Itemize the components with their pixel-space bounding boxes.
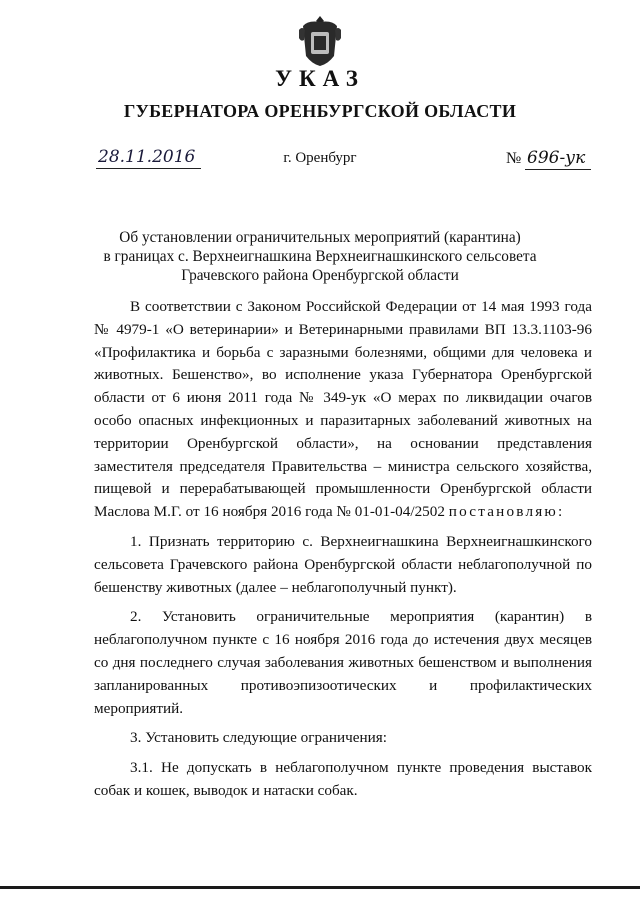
handwritten-number: 696-ук (525, 148, 591, 170)
decree-subject (80, 228, 560, 285)
item-2: 2. Установить ограничительные мероприятия (карантин) в неблагополучном пункте с 16 ноября 2016 года до истечения двух месяцев со дня последнего случая заболевания животных бешенством и выполнения запланированных противоэпизоотических и профилактических мероприятий. (94, 608, 592, 717)
subject-line: в границах с. Верхнеигнашкина Верхнеигнашкинского сельсовета (103, 248, 537, 265)
item-1: 1. Признать территорию с. Верхнеигнашкина Верхнеигнашкинского сельсовета Грачевского района Оренбургской области неблагополучной по бешенству животных (далее – неблагополучный пункт). (94, 532, 592, 596)
subject-line: Об установлении ограничительных мероприятий (карантина) (119, 229, 521, 246)
document-subtitle: ГУБЕРНАТОРА ОРЕНБУРГСКОЙ ОБЛАСТИ (123, 101, 517, 121)
handwritten-date: 28.11.2016 (96, 147, 201, 169)
subject-line: Грачевского района Оренбургской области (181, 267, 459, 284)
preamble-text: В соответствии с Законом Российской Федерации от 14 мая 1993 года № 4979-1 «О ветеринарии» и Ветеринарными правилами ВП 13.3.1103-96 «Профилактика и борьба с заразными болезнями, общими для человека и животных. Бешенство», во исполнение указа Губернатора Оренбургской области от 6 июня 2011 года № 349-ук «О мерах по ликвидации очагов особо опасных инфекционных и паразитарных заболеваний животных на территории Оренбургской области», на основании представления заместителя председателя Правительства – министра сельского хозяйства, пищевой и перерабатывающей промышленности Оренбургской области Маслова М.Г. от 16 ноября 2016 года № 01-01-04/2502 (94, 298, 592, 521)
page-bottom-edge (0, 886, 640, 889)
city-label: г. Оренбург (283, 150, 357, 166)
number-sign: № (506, 150, 522, 167)
decree-body (94, 296, 592, 803)
document-title: УКАЗ (275, 66, 365, 91)
preamble-paragraph (94, 296, 592, 524)
item-3-1: 3.1. Не допускать в неблагополучном пункте проведения выставок собак и кошек, выводок и натаски собак. (94, 759, 592, 799)
decree-word: постановляю: (448, 503, 565, 521)
coat-of-arms-icon (297, 14, 343, 68)
decree-number (506, 148, 591, 168)
item-3: 3. Установить следующие ограничения: (130, 729, 387, 747)
